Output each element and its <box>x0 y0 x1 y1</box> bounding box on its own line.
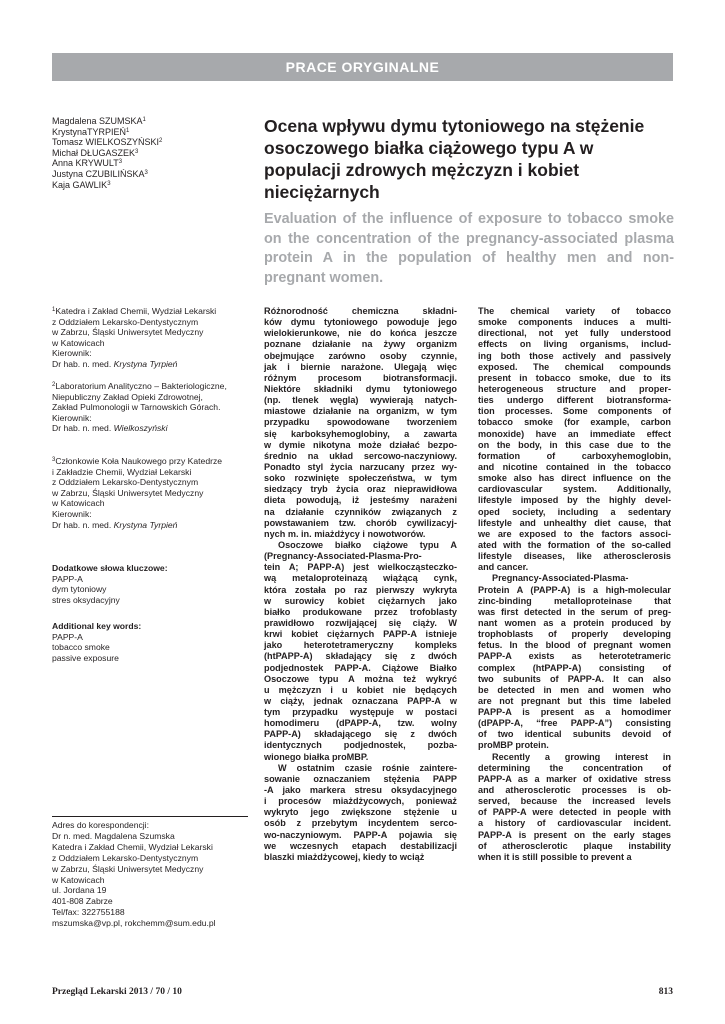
author-name: Anna KRYWULT <box>52 158 119 169</box>
body-text-line: dieta powodują, iż jesteśmy narażeni <box>264 495 457 506</box>
body-text-line: ated with the formation of the so-called <box>478 539 671 550</box>
body-text-line: soko rozwinięte społeczeństwa, w tym <box>264 473 457 484</box>
author-affiliation-mark: 3 <box>135 148 139 155</box>
affiliation-head <box>52 359 252 370</box>
correspondence-line: z Oddziałem Lekarsko-Dentystycznym <box>52 852 199 863</box>
author-line <box>52 180 252 191</box>
body-text-line: determining the concentration of <box>478 762 671 773</box>
article-title-polish: Ocena wpływu dymu tytoniowego na stężenie osoczowego białka ciążowego typu A w populacji zdrowych mężczyzn i kobiet nieciężarnych <box>264 116 645 202</box>
head-name: Wielkoszyński <box>113 423 168 434</box>
body-text-line: we are exposed to the factors associ- <box>478 528 671 539</box>
body-text-line: nant women as a protein produced by <box>478 617 671 628</box>
body-text-line: wą metaloproteinazą wiążącą cynk, <box>264 573 457 584</box>
body-text-line: Pregnancy-Associated-Plasma- <box>492 573 629 584</box>
affiliation-line <box>52 306 252 317</box>
author-line <box>52 127 252 138</box>
body-column-english <box>478 306 671 863</box>
affiliation-head <box>52 423 252 434</box>
page-number: 813 <box>658 987 673 997</box>
affiliation-line <box>52 338 252 349</box>
body-text-line: PAPP-A exists as heterotetrameric <box>478 651 671 662</box>
body-text-line: ties undergo different biotransforma- <box>478 395 671 406</box>
body-text-line: The chemical variety of tobacco <box>478 306 671 316</box>
body-text-line: oped society, including a sedentary <box>478 506 671 517</box>
body-text-line: w ciąży, jednak oznaczana PAPP-A w <box>264 695 457 706</box>
body-text-line: smoke components induces a multi- <box>478 317 671 328</box>
body-text-line: W ostatnim czasie rośnie zaintere- <box>278 762 457 773</box>
affiliation-text: w Katowicach <box>52 498 105 509</box>
author-line <box>52 158 252 169</box>
affiliation-text: w Zabrzu, Śląski Uniwersytet Medyczny <box>52 327 204 338</box>
body-text-line: Ponadto styl życia narzucany przez wy- <box>264 461 457 472</box>
body-text-line: Recently a growing interest in <box>492 751 671 762</box>
body-text-line: (Pregnancy-Associated-Plasma-Pro- <box>264 551 422 562</box>
affiliation-text: i Zakładzie Chemii, Wydział Lekarski <box>52 466 192 477</box>
body-text-line: fetus. In the blood of pregnant women <box>478 640 671 651</box>
body-text-line: prawidłowo rozwijającej się ciąży. W <box>264 617 457 628</box>
body-text-line: Różnorodność chemiczna składni- <box>264 306 457 316</box>
body-text-line: powstawaniem tzw. chorób cywilizacyj- <box>264 517 457 528</box>
author-name: Tomasz WIELKOSZYŃSKI <box>52 137 160 148</box>
affiliation-text: Kierownik: <box>52 348 92 359</box>
body-text-line: (dPAPP-A, “free PAPP-A”) consisting <box>478 718 671 729</box>
body-text-line: wionego białka proMBP. <box>264 751 369 762</box>
keywords-english <box>52 621 252 663</box>
body-text-line: homodimeru (dPAPP-A, tzw. wolny <box>264 718 457 729</box>
body-text-line: identycznych podjednostek, pozba- <box>264 740 457 751</box>
affiliation-text: Kierownik: <box>52 412 92 423</box>
body-text-line: Protein A (PAPP-A) is a high-molecular <box>478 584 671 595</box>
author-name: KrystynaTYRPIEŃ <box>52 126 127 137</box>
affiliation-line <box>52 348 252 359</box>
affiliation-text: Katedra i Zakład Chemii, Wydział Lekarski <box>55 306 217 316</box>
body-text-line: formation of carboxyhemoglobin, <box>478 450 671 461</box>
author-affiliation-mark: 3 <box>118 159 123 166</box>
author-affiliation-mark: 1 <box>126 127 130 134</box>
body-text-line: obejmujące zarówno osoby czynnie, <box>264 350 457 361</box>
body-text-line: PAPP-A is present on the early stages <box>478 829 671 840</box>
affiliation-1 <box>52 306 252 370</box>
body-text-line: różnym procesom biotransformacji. <box>264 372 457 383</box>
body-text-line: w surowicy kobiet ciężarnych jako <box>264 595 457 606</box>
body-text-line: (np. tlenek węgla) wywierają natych- <box>264 395 457 406</box>
keyword-item: PAPP-A <box>52 631 83 642</box>
correspondence-line: mszumska@vp.pl, rokchemm@sum.edu.pl <box>52 918 216 929</box>
body-text-line: proMBP protein. <box>478 740 549 751</box>
affiliation-line <box>52 509 252 520</box>
body-text-line: be detected in men and women who <box>478 684 671 695</box>
body-column-polish <box>264 306 457 863</box>
keyword-item: tobacco smoke <box>52 642 110 653</box>
body-text-line: complex (htPAPP-A) consisting of <box>478 662 671 673</box>
author-line <box>52 169 252 180</box>
body-text-line: w dymie nikotyna może działać bezpo- <box>264 439 457 450</box>
affiliation-text: Członkowie Koła Naukowego przy Katedrze <box>55 456 223 466</box>
body-text-line: krwi kobiet ciężarnych PAPP-A istnieje <box>264 629 457 640</box>
affiliation-line <box>52 327 252 338</box>
body-text-line: która została po raz pierwszy wykryta <box>264 584 457 595</box>
body-text-line: a history of cardiovascular incident. <box>478 818 671 829</box>
body-text-line: we wczesnych etapach destabilizacji <box>264 840 457 851</box>
journal-footer: Przegląd Lekarski 2013 / 70 / 10 <box>52 987 182 997</box>
body-text-line: two subunits of PAPP-A. It can also <box>478 673 671 684</box>
keyword-item: PAPP-A <box>52 573 83 584</box>
body-text-line: sowanie oznaczaniem stężenia PAPP <box>264 773 457 784</box>
correspondence-address <box>52 816 248 929</box>
affiliation-line <box>52 413 252 424</box>
body-text-line: trophoblasts of properly developing <box>478 629 671 640</box>
affiliation-mark: 3 <box>52 457 56 463</box>
body-text-line: Niektóre składniki dymu tytoniowego <box>264 383 457 394</box>
body-text-line: średnio na układ sercowo-naczyniowy. <box>264 450 457 461</box>
affiliation-text: Laboratorium Analityczno – Bakteriologiczne, <box>55 381 227 391</box>
keywords-english-heading: Additional key words: <box>52 621 142 631</box>
body-text-line: cardiovascular system. Additionally, <box>478 484 671 495</box>
affiliation-line <box>52 392 252 403</box>
body-text-line: się karboksyhemoglobiny, a zawarta <box>264 428 457 439</box>
correspondence-line: Dr n. med. Magdalena Szumska <box>52 830 175 841</box>
affiliation-mark: 1 <box>52 307 56 313</box>
correspondence-line: Katedra i Zakład Chemii, Wydział Lekarski <box>52 841 213 852</box>
author-name: Kaja GAWLIK <box>52 179 108 190</box>
affiliation-text: z Oddziałem Lekarsko-Dentystycznym <box>52 316 199 327</box>
correspondence-line: w Zabrzu, Śląski Uniwersytet Medyczny <box>52 863 204 874</box>
affiliation-line <box>52 498 252 509</box>
head-name: Krystyna Tyrpień <box>113 519 178 530</box>
body-text-line: served, because the increased levels <box>478 796 671 807</box>
affiliation-text: Zakład Pulmonologii w Tarnowskich Górach. <box>52 402 221 413</box>
affiliation-line <box>52 402 252 413</box>
body-text-line: are not pregnant but this time labeled <box>478 695 671 706</box>
body-text-line: osób z przebytym incydentem serco- <box>264 818 457 829</box>
body-text-line: PAPP-A as a marker of oxidative stress <box>478 773 671 784</box>
body-text-line: jak i biernie narażone. Ulegają więc <box>264 361 457 372</box>
affiliation-line <box>52 456 252 467</box>
body-text-line: ków dymu tytoniowego powoduje jego <box>264 317 457 328</box>
author-affiliation-mark: 2 <box>159 138 163 145</box>
affiliation-line <box>52 488 252 499</box>
keyword-item: dym tytoniowy <box>52 584 107 595</box>
body-text-line: podjednostek PAPP-A. Ciążowe Białko <box>264 662 457 673</box>
body-text-line: of two identical subunits devoid of <box>478 729 671 740</box>
body-text-line: monoxide) have an immediate effect <box>478 428 671 439</box>
body-text-line: poznane działanie na żywy organizm <box>264 339 457 350</box>
author-line <box>52 116 252 127</box>
head-name: Krystyna Tyrpień <box>113 358 178 369</box>
body-text-line: tym przypadku występuje w postaci <box>264 707 457 718</box>
author-list <box>52 116 252 190</box>
affiliation-text: Kierownik: <box>52 508 92 519</box>
body-text-line: tein A; PAPP-A) jest wielkocząsteczko- <box>264 562 457 573</box>
body-text-line: blaszki miażdżycowej, kiedy to wciąż <box>264 851 425 862</box>
body-text-line: wo-naczyniowym. PAPP-A pojawia się <box>264 829 457 840</box>
keywords-polish-heading: Dodatkowe słowa kluczowe: <box>52 563 168 573</box>
body-text-line: na działanie czynników związanych z <box>264 506 457 517</box>
body-text-line: przypadku spowodowane tworzeniem <box>264 417 457 428</box>
affiliation-line <box>52 477 252 488</box>
affiliation-line <box>52 381 252 392</box>
body-text-line: exposed. The chemical compounds <box>478 361 671 372</box>
correspondence-heading: Adres do korespondencji: <box>52 820 149 830</box>
body-text-line: nych m. in. miażdżycy i nowotworów. <box>264 528 426 539</box>
author-line <box>52 148 252 159</box>
body-text-line: białko produkowane przez trofoblasty <box>264 606 457 617</box>
body-text-line: PAPP-A) składającego się z dwóch <box>264 729 457 740</box>
body-text-line: Osoczowe białko ciążowe typu A <box>278 539 457 550</box>
body-text-line: tion processes. Some components of <box>478 406 671 417</box>
affiliation-3 <box>52 456 252 530</box>
body-text-line: zinc-binding metalloproteinase that <box>478 595 671 606</box>
body-text-line: jako heterotetrameryczny kompleks <box>264 640 457 651</box>
affiliation-line <box>52 317 252 328</box>
correspondence-line: w Katowicach <box>52 874 105 885</box>
body-text-line: and atherosclerotic processes is ob- <box>478 785 671 796</box>
author-name: Justyna CZUBILIŃSKA <box>52 168 145 179</box>
author-affiliation-mark: 3 <box>144 169 148 176</box>
article-title-english: Evaluation of the influence of exposure to tobacco smoke on the concentration of the pregnancy-associated plasma protein A in the population of healthy men and non-pregnant women. <box>264 211 674 286</box>
affiliation-line <box>52 467 252 478</box>
body-text-line: -A jako markera stresu oksydacyjnego <box>264 785 457 796</box>
head-title: Dr hab. n. med. <box>52 358 114 369</box>
body-text-line: u mężczyzn i u kobiet nie będących <box>264 684 457 695</box>
affiliation-mark: 2 <box>52 382 56 388</box>
correspondence-line: Tel/fax: 322755188 <box>52 907 125 918</box>
body-text-line: (htPAPP-A) składający się z dwóch <box>264 651 457 662</box>
body-text-line: Osoczowe typu A można też wykryć <box>264 673 457 684</box>
body-text-line: of PAPP-A were detected in people with <box>478 807 671 818</box>
body-text-line: ing both those actively and passively <box>478 350 671 361</box>
body-text-line: on the body, in this case due to the <box>478 439 671 450</box>
body-text-line: directional, not yet fully understood <box>478 328 671 339</box>
affiliation-2 <box>52 381 252 434</box>
affiliation-text: w Katowicach <box>52 337 105 348</box>
author-line <box>52 137 252 148</box>
body-text-line: present in tobacco smoke, due to its <box>478 372 671 383</box>
correspondence-line: ul. Jordana 19 <box>52 885 107 896</box>
author-name: Michał DŁUGASZEK <box>52 147 136 158</box>
affiliation-text: z Oddziałem Lekarsko-Dentystycznym <box>52 477 199 488</box>
body-text-line: lifestyle imposed by the highly devel- <box>478 495 671 506</box>
keyword-item: passive exposure <box>52 652 119 663</box>
body-text-line: smoke also has direct influence on the <box>478 473 671 484</box>
affiliation-text: w Zabrzu, Śląski Uniwersytet Medyczny <box>52 487 204 498</box>
section-banner: PRACE ORYGINALNE <box>52 53 673 81</box>
body-text-line: and nicotine contained in the tobacco <box>478 461 671 472</box>
body-text-line: effects on living organisms, includ- <box>478 339 671 350</box>
head-title: Dr hab. n. med. <box>52 519 114 530</box>
body-text-line: wielokierunkowe, nie do końca jeszcze <box>264 328 457 339</box>
body-text-line: lifestyle and unhealthy diet cause, that <box>478 517 671 528</box>
body-text-line: when it is still possible to prevent a <box>478 851 632 862</box>
body-text-line: i procesów miażdżycowych, ponieważ <box>264 796 457 807</box>
author-affiliation-mark: 1 <box>142 117 146 123</box>
keywords-polish <box>52 563 252 605</box>
body-text-line: wykryto jego zwiększone stężenie u <box>264 807 457 818</box>
keyword-item: stres oksydacyjny <box>52 594 120 605</box>
body-text-line: lifestyle diseases, like atherosclerosis <box>478 551 671 562</box>
correspondence-line: 401-808 Zabrze <box>52 896 113 907</box>
body-text-line: and cancer. <box>478 562 529 573</box>
body-text-line: miastowe działanie na organizm, w tym <box>264 406 457 417</box>
body-text-line: tobacco smoke (for example, carbon <box>478 417 671 428</box>
body-text-line: PAPP-A is present as a homodimer <box>478 707 671 718</box>
author-affiliation-mark: 3 <box>107 180 111 187</box>
body-text-line: of atherosclerotic plaque instability <box>478 840 671 851</box>
body-text-line: heterogeneous structure and proper- <box>478 383 671 394</box>
affiliation-text: Niepubliczny Zakład Opieki Zdrowotnej, <box>52 391 203 402</box>
head-title: Dr hab. n. med. <box>52 423 114 434</box>
body-text-line: siedzący tryb życia oraz nieprawidłowa <box>264 484 457 495</box>
body-text-line: was first detected in the serum of preg- <box>478 606 671 617</box>
affiliation-head <box>52 520 252 531</box>
author-name: Magdalena SZUMSKA <box>52 116 143 126</box>
